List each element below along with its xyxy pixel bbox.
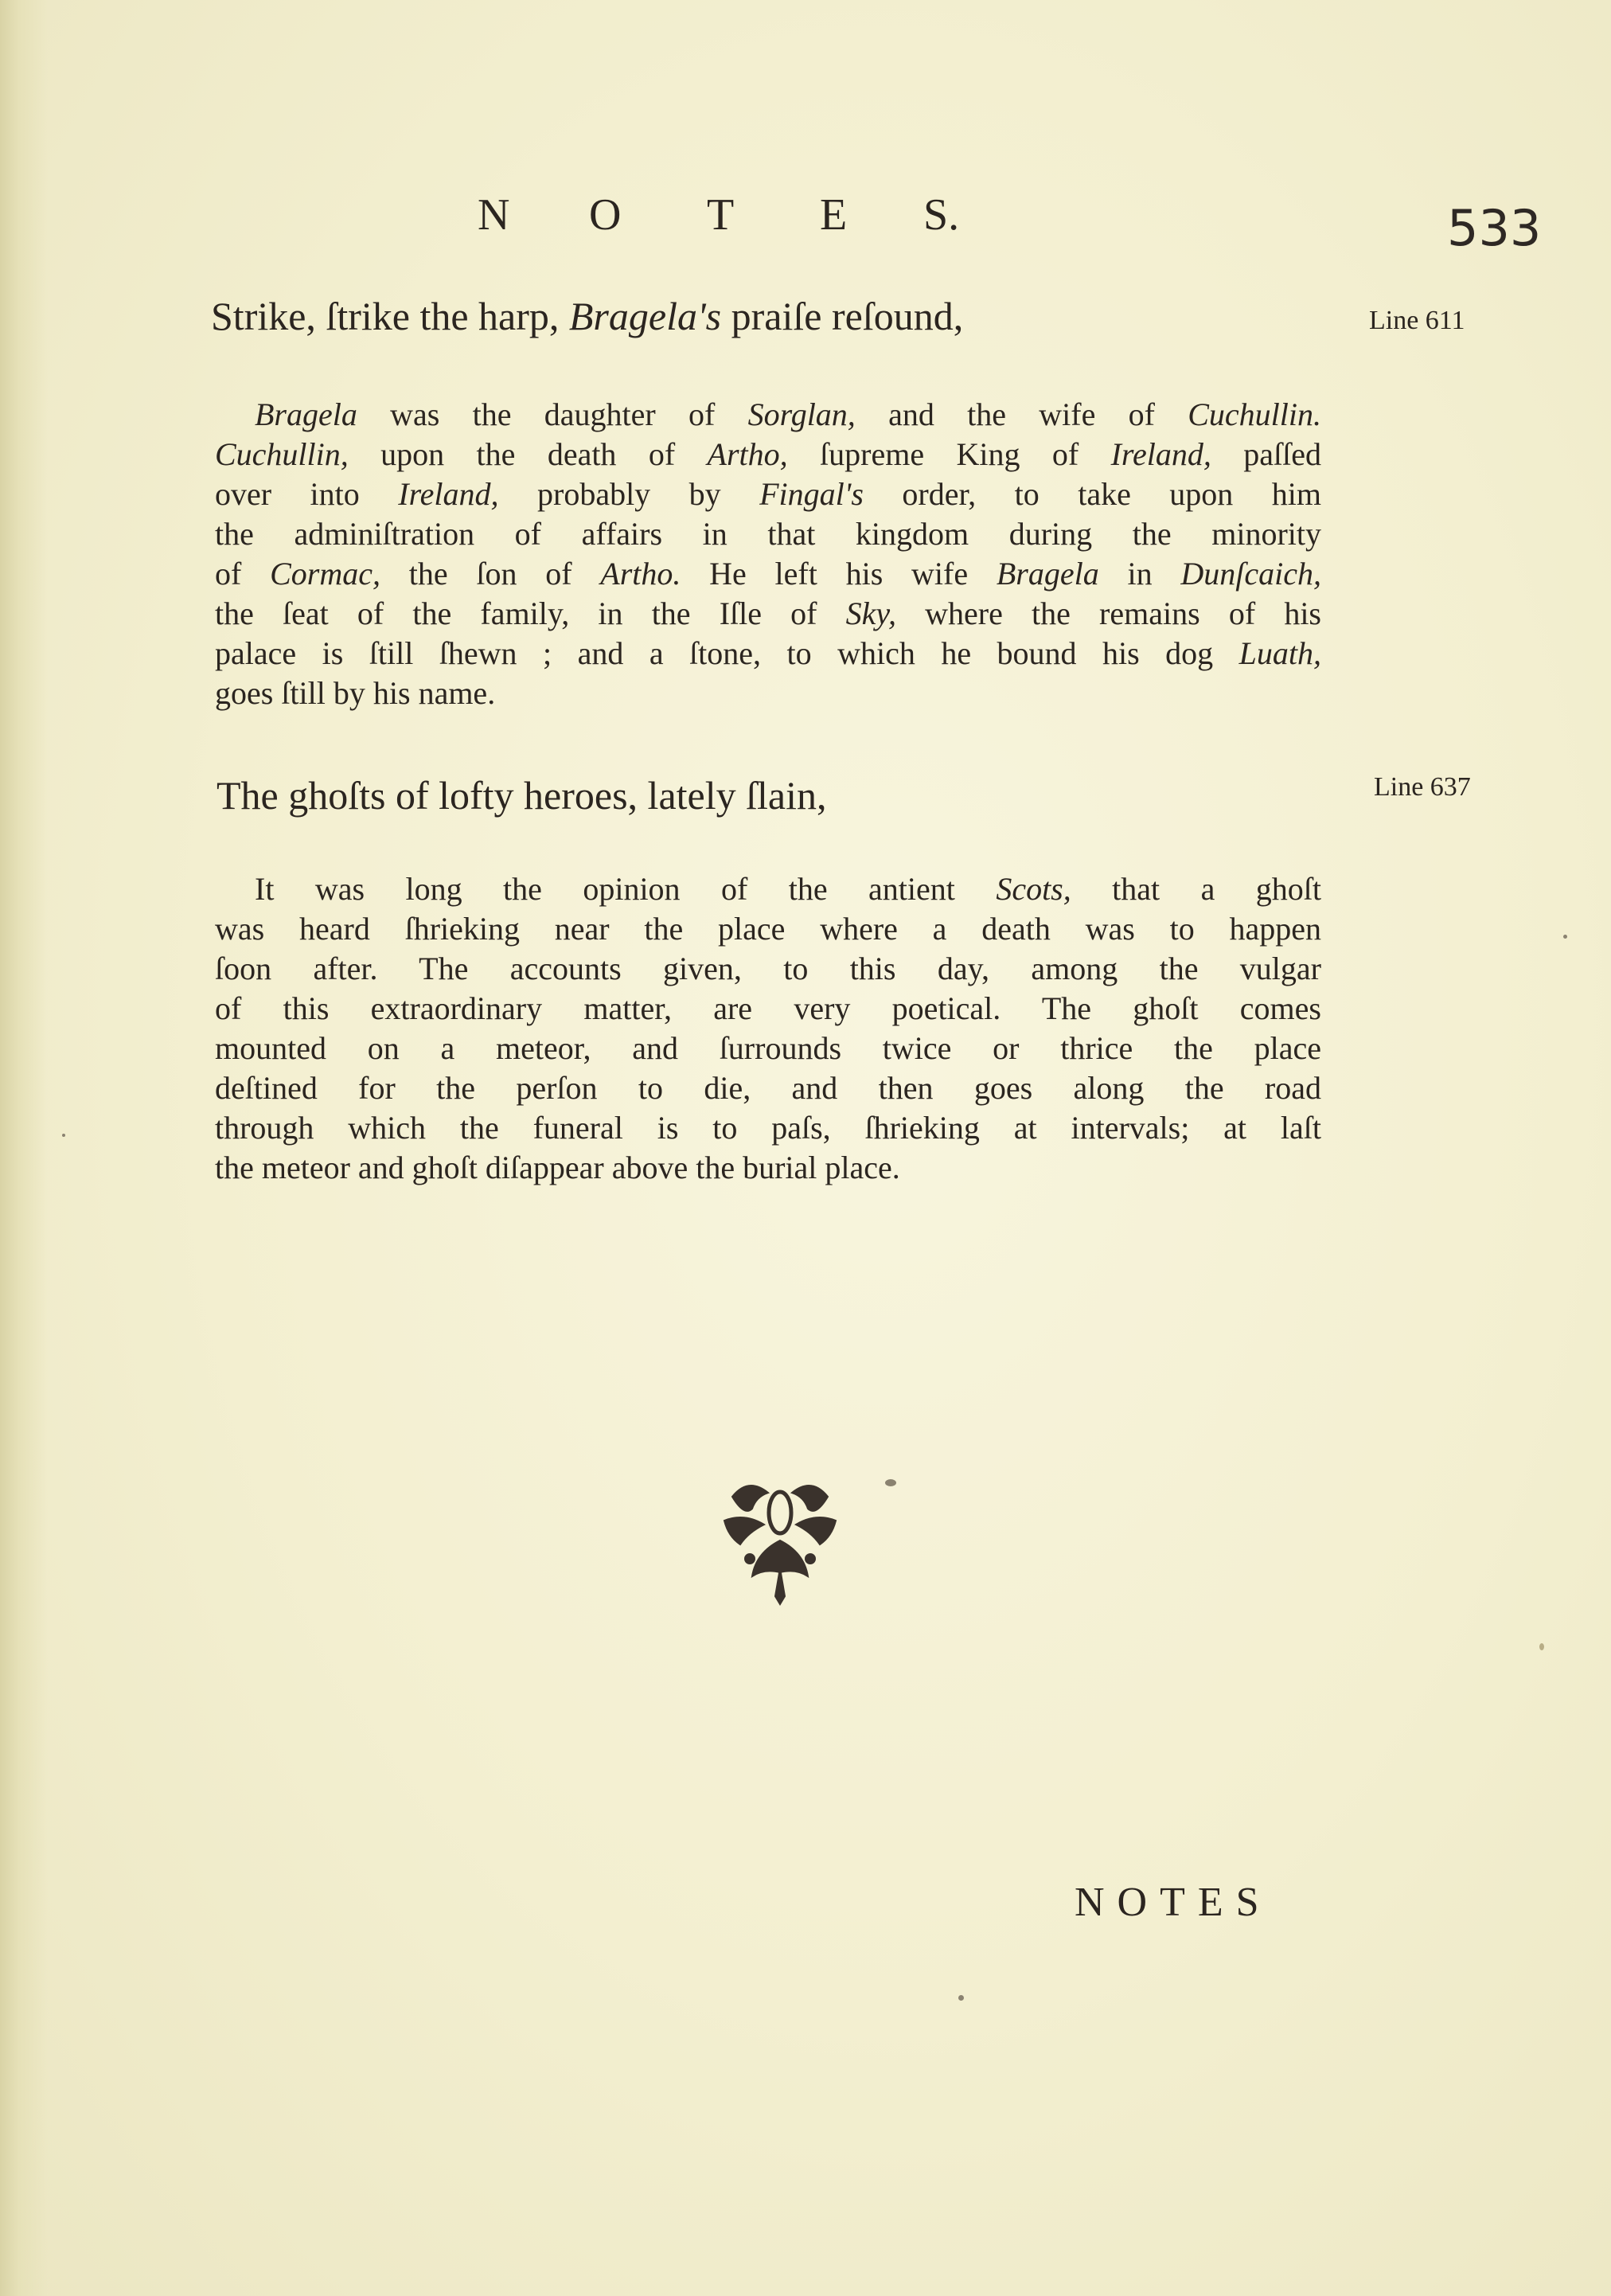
note-text: the ſeat of the family, in the Iſle of [215,595,846,631]
note-line [215,989,1321,1029]
verse-line-2 [216,772,826,818]
italic-name: Artho, [707,436,788,472]
note-line [215,554,1321,594]
note-text: mounted on a meteor, and ſurrounds twice or thrice the place [215,1030,1321,1066]
note-text: was heard ſhrieking near the place where a death was to happen [215,911,1321,947]
note-text: paſſed [1211,436,1322,472]
note-text: goes ſtill by his name. [215,675,496,711]
running-title-letter: S. [923,190,960,240]
italic-name: Ireland, [1110,436,1211,472]
catchword: NOTES [1075,1880,1272,1925]
note-text: ſoon after. The accounts given, to this day, among the vulgar [215,951,1321,986]
note-text: in [1098,556,1181,592]
note-line [215,1029,1321,1068]
paper-speck [62,1134,65,1137]
note-line [215,1148,1321,1188]
note-line [215,435,1321,474]
page-number: 533 [1447,199,1542,257]
italic-name: Sorglan, [747,396,856,432]
paper-speck [1563,935,1567,939]
note-text: where the remains of his [895,595,1321,631]
note-line [215,909,1321,949]
note-text: probably by [498,476,760,512]
note-line [215,395,1321,435]
verse-line-1 [211,293,963,339]
note-text: through which the funeral is to paſs, ſhrieking at intervals; at laſt [215,1110,1321,1146]
italic-name: Bragela [996,556,1099,592]
running-title-letter: E [820,190,848,240]
line-reference-1: Line 611 [1369,306,1465,335]
italic-name: Scots, [996,871,1071,907]
paper-speck [1539,1643,1544,1650]
ink-speck [885,1479,896,1486]
italic-name: Bragela [255,396,357,432]
note-text: the ſon of [380,556,601,592]
page-gutter-shadow [0,0,48,2296]
note-text: that a ghoſt [1071,871,1321,907]
note-text: of this extraordinary matter, are very poetical. The ghoſt comes [215,990,1321,1026]
italic-name: Ireland, [398,476,499,512]
note-line [215,1068,1321,1108]
running-title-letter: T [707,190,735,240]
note-line [215,1108,1321,1148]
note-text: the adminiſtration of affairs in that kingdom during the minority [215,516,1321,552]
running-title-letter: N [478,190,510,240]
note-line [215,634,1321,674]
italic-name: Cormac, [270,556,380,592]
verse-italic-name: Bragela's [568,294,722,338]
note-text: deſtined for the perſon to die, and then goes along the road [215,1070,1321,1106]
note-line [215,869,1321,909]
note-paragraph-1 [215,395,1321,713]
verse-text: Strike, ſtrike the harp, [211,294,569,338]
note-line [215,674,1321,713]
note-text: order, to take upon him [863,476,1321,512]
italic-name: Artho. [600,556,681,592]
note-line [215,474,1321,514]
italic-name: Sky, [845,595,896,631]
verse-text: The ghoſts of lofty heroes, lately ſlain, [216,773,827,818]
note-text: of [215,556,271,592]
note-text: over into [215,476,399,512]
note-text: ſupreme King of [787,436,1111,472]
note-text: was the daughter of [357,396,748,432]
italic-name: Luath, [1238,635,1321,671]
italic-name: Fingal's [759,476,864,512]
note-line [215,514,1321,554]
paper-speck [958,1995,964,2001]
italic-name: Dunſcaich, [1180,556,1321,592]
line-reference-2: Line 637 [1374,772,1471,802]
note-text: It was long the opinion of the antient [255,871,997,907]
note-text: He left his wife [681,556,997,592]
note-text: the meteor and ghoſt diſappear above the burial place. [215,1150,900,1185]
note-text: and the wife of [855,396,1188,432]
italic-name: Cuchullin, [215,436,349,472]
note-text: upon the death of [348,436,708,472]
verse-text: praiſe reſound, [721,294,964,338]
note-line [215,594,1321,634]
printer's-ornament-icon [700,1465,860,1608]
note-text: palace is ſtill ſhewn ; and a ſtone, to which he bound his dog [215,635,1239,671]
note-line [215,949,1321,989]
note-paragraph-2 [215,869,1321,1188]
italic-name: Cuchullin. [1188,396,1321,432]
running-title-letter: O [589,190,622,240]
